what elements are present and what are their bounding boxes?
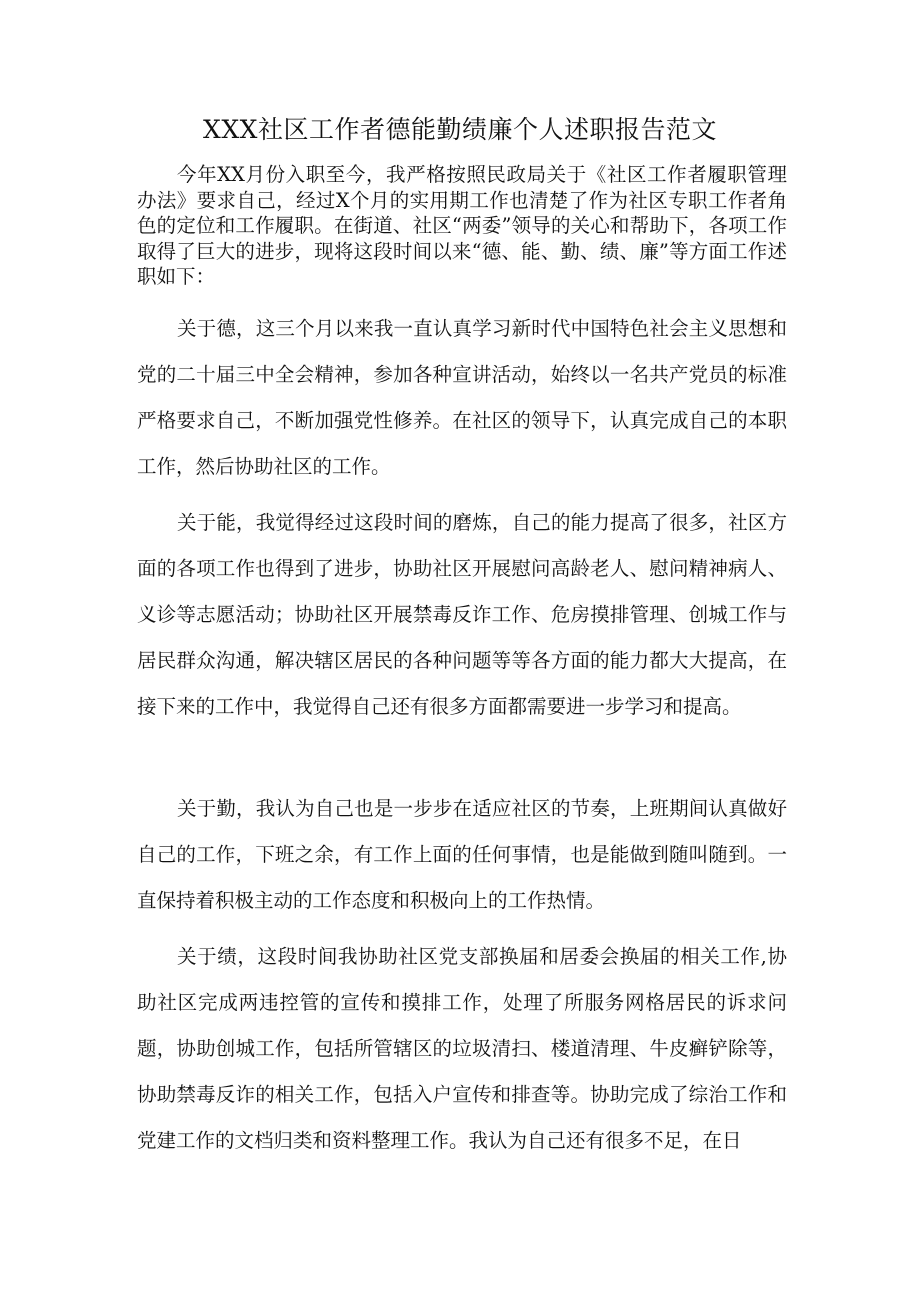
paragraph-ji: 关于绩，这段时间我协助社区党支部换届和居委会换届的相关工作,协助社区完成两违控管的宣传和摸排工作，处理了所服务网格居民的诉求问题，协助创城工作，包括所管辖区的垃圾清扫、楼道清理、牛皮癣铲除等，协助禁毒反诈的相关工作，包括入户宣传和排查等。协助完成了综治工作和党建工作的文档归类和资料整理工作。我认为自己还有很多不足，在日 [137, 945, 787, 1152]
paragraph-neng: 关于能，我觉得经过这段时间的磨炼，自己的能力提高了很多，社区方面的各项工作也得到了进步，协助社区开展慰问高龄老人、慰问精神病人、义诊等志愿活动；协助社区开展禁毒反诈工作、危房摸排管理、创城工作与居民群众沟通，解决辖区居民的各种问题等等各方面的能力都大大提高，在接下来的工作中，我觉得自己还有很多方面都需要进一步学习和提高。 [137, 511, 787, 718]
paragraph-qin: 关于勤，我认为自己也是一步步在适应社区的节奏，上班期间认真做好自己的工作，下班之余，有工作上面的任何事情，也是能做到随叫随到。一直保持着积极主动的工作态度和积极向上的工作热情。 [137, 797, 787, 912]
paragraph-intro: 今年XX月份入职至今，我严格按照民政局关于《社区工作者履职管理办法》要求自己，经过X个月的实用期工作也清楚了作为社区专职工作者角色的定位和工作履职。在街道、社区“两委”领导的关心和帮助下，各项工作取得了巨大的进步，现将这段时间以来“德、能、勤、绩、廉”等方面工作述职如下： [137, 163, 787, 288]
paragraph-de: 关于德，这三个月以来我一直认真学习新时代中国特色社会主义思想和党的二十届三中全会精神，参加各种宣讲活动，始终以一名共产党员的标准严格要求自己，不断加强党性修养。在社区的领导下，认真完成自己的本职工作，然后协助社区的工作。 [137, 317, 787, 478]
document-title: XXX社区工作者德能勤绩廉个人述职报告范文 [203, 115, 717, 144]
